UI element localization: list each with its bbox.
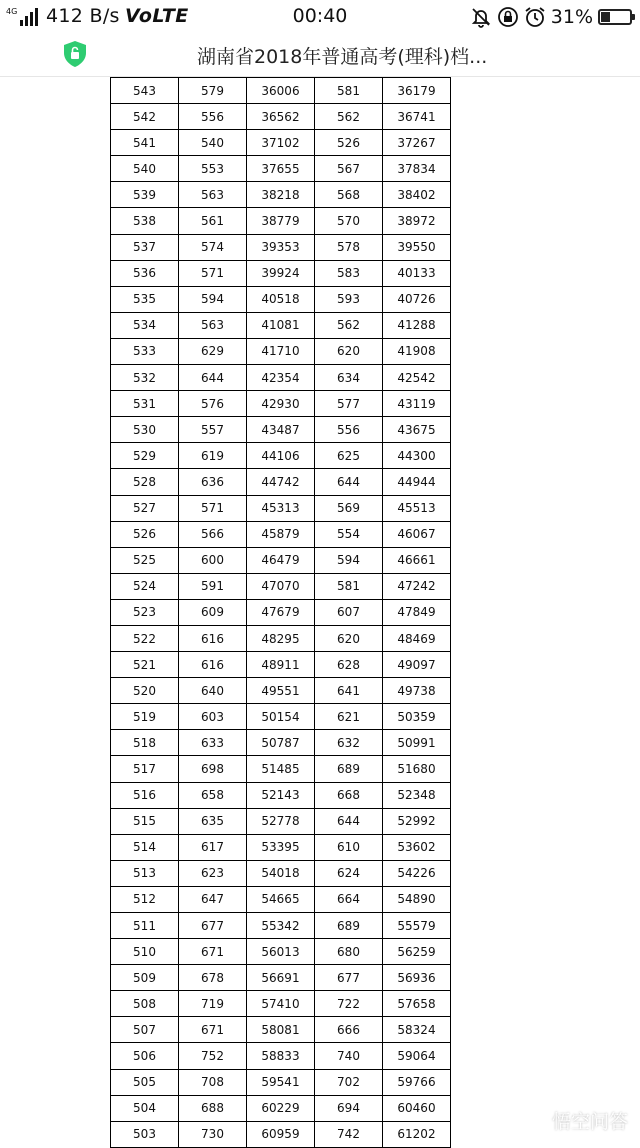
network-speed: 412 B/s bbox=[46, 5, 120, 27]
table-row bbox=[111, 78, 451, 104]
table-row bbox=[111, 913, 451, 939]
table-row bbox=[111, 1095, 451, 1121]
table-cell: 58081 bbox=[247, 1017, 315, 1043]
table-cell: 607 bbox=[315, 599, 383, 625]
table-cell: 658 bbox=[179, 782, 247, 808]
table-row bbox=[111, 182, 451, 208]
table-cell: 54226 bbox=[383, 860, 451, 886]
score-table-container bbox=[110, 77, 451, 1148]
table-cell: 540 bbox=[179, 130, 247, 156]
table-cell: 664 bbox=[315, 886, 383, 912]
table-cell: 58324 bbox=[383, 1017, 451, 1043]
table-cell: 45879 bbox=[247, 521, 315, 547]
table-cell: 523 bbox=[111, 599, 179, 625]
battery-percent: 31% bbox=[550, 6, 593, 28]
table-cell: 603 bbox=[179, 704, 247, 730]
table-cell: 698 bbox=[179, 756, 247, 782]
table-cell: 677 bbox=[315, 965, 383, 991]
table-row bbox=[111, 704, 451, 730]
table-row bbox=[111, 652, 451, 678]
clock: 00:40 bbox=[292, 5, 348, 27]
table-cell: 543 bbox=[111, 78, 179, 104]
table-cell: 510 bbox=[111, 939, 179, 965]
table-row bbox=[111, 312, 451, 338]
table-cell: 49551 bbox=[247, 678, 315, 704]
table-cell: 689 bbox=[315, 756, 383, 782]
table-cell: 54665 bbox=[247, 886, 315, 912]
watermark bbox=[518, 1106, 628, 1134]
table-cell: 527 bbox=[111, 495, 179, 521]
table-cell: 536 bbox=[111, 260, 179, 286]
table-cell: 581 bbox=[315, 573, 383, 599]
table-row bbox=[111, 886, 451, 912]
table-cell: 44300 bbox=[383, 443, 451, 469]
table-cell: 616 bbox=[179, 652, 247, 678]
table-cell: 59766 bbox=[383, 1069, 451, 1095]
table-cell: 517 bbox=[111, 756, 179, 782]
table-cell: 44742 bbox=[247, 469, 315, 495]
table-row bbox=[111, 208, 451, 234]
score-table bbox=[110, 77, 451, 1148]
table-cell: 48295 bbox=[247, 625, 315, 651]
table-cell: 524 bbox=[111, 573, 179, 599]
table-cell: 512 bbox=[111, 886, 179, 912]
table-cell: 40726 bbox=[383, 286, 451, 312]
table-cell: 563 bbox=[179, 182, 247, 208]
table-cell: 629 bbox=[179, 338, 247, 364]
table-row bbox=[111, 625, 451, 651]
table-row bbox=[111, 730, 451, 756]
table-row bbox=[111, 1043, 451, 1069]
table-cell: 505 bbox=[111, 1069, 179, 1095]
table-cell: 48469 bbox=[383, 625, 451, 651]
table-row bbox=[111, 443, 451, 469]
table-cell: 57410 bbox=[247, 991, 315, 1017]
table-cell: 38972 bbox=[383, 208, 451, 234]
network-type: 4G bbox=[6, 7, 18, 16]
table-cell: 668 bbox=[315, 782, 383, 808]
table-cell: 42542 bbox=[383, 365, 451, 391]
watermark-text: 悟空问答 bbox=[551, 1110, 628, 1133]
table-cell: 556 bbox=[315, 417, 383, 443]
table-cell: 49738 bbox=[383, 678, 451, 704]
table-cell: 45313 bbox=[247, 495, 315, 521]
table-cell: 40518 bbox=[247, 286, 315, 312]
table-cell: 60959 bbox=[247, 1121, 315, 1147]
table-cell: 569 bbox=[315, 495, 383, 521]
table-cell: 591 bbox=[179, 573, 247, 599]
table-row bbox=[111, 860, 451, 886]
table-cell: 503 bbox=[111, 1121, 179, 1147]
table-cell: 522 bbox=[111, 625, 179, 651]
table-row bbox=[111, 391, 451, 417]
table-cell: 619 bbox=[179, 443, 247, 469]
table-cell: 44944 bbox=[383, 469, 451, 495]
table-cell: 616 bbox=[179, 625, 247, 651]
table-cell: 541 bbox=[111, 130, 179, 156]
table-cell: 39550 bbox=[383, 234, 451, 260]
table-cell: 644 bbox=[315, 469, 383, 495]
table-cell: 52992 bbox=[383, 808, 451, 834]
table-row bbox=[111, 1017, 451, 1043]
table-cell: 677 bbox=[179, 913, 247, 939]
lock-rotation-icon bbox=[497, 6, 519, 28]
table-cell: 59064 bbox=[383, 1043, 451, 1069]
table-cell: 519 bbox=[111, 704, 179, 730]
table-cell: 568 bbox=[315, 182, 383, 208]
table-cell: 46479 bbox=[247, 547, 315, 573]
table-cell: 44106 bbox=[247, 443, 315, 469]
table-row bbox=[111, 495, 451, 521]
table-row bbox=[111, 1069, 451, 1095]
table-cell: 563 bbox=[179, 312, 247, 338]
table-cell: 41288 bbox=[383, 312, 451, 338]
table-cell: 571 bbox=[179, 495, 247, 521]
table-cell: 515 bbox=[111, 808, 179, 834]
table-cell: 570 bbox=[315, 208, 383, 234]
table-cell: 593 bbox=[315, 286, 383, 312]
table-cell: 39353 bbox=[247, 234, 315, 260]
table-cell: 617 bbox=[179, 834, 247, 860]
table-cell: 50359 bbox=[383, 704, 451, 730]
table-row bbox=[111, 104, 451, 130]
table-cell: 46067 bbox=[383, 521, 451, 547]
battery-icon bbox=[598, 9, 632, 25]
table-cell: 53395 bbox=[247, 834, 315, 860]
table-cell: 624 bbox=[315, 860, 383, 886]
table-cell: 50154 bbox=[247, 704, 315, 730]
table-row bbox=[111, 338, 451, 364]
table-cell: 39924 bbox=[247, 260, 315, 286]
table-cell: 55579 bbox=[383, 913, 451, 939]
status-bar bbox=[0, 0, 640, 36]
table-cell: 556 bbox=[179, 104, 247, 130]
table-cell: 37655 bbox=[247, 156, 315, 182]
table-cell: 36006 bbox=[247, 78, 315, 104]
table-cell: 43119 bbox=[383, 391, 451, 417]
table-cell: 609 bbox=[179, 599, 247, 625]
table-row bbox=[111, 469, 451, 495]
table-cell: 50787 bbox=[247, 730, 315, 756]
table-row bbox=[111, 991, 451, 1017]
table-cell: 521 bbox=[111, 652, 179, 678]
table-cell: 529 bbox=[111, 443, 179, 469]
table-cell: 42930 bbox=[247, 391, 315, 417]
table-cell: 577 bbox=[315, 391, 383, 417]
table-cell: 37267 bbox=[383, 130, 451, 156]
table-row bbox=[111, 965, 451, 991]
table-cell: 51680 bbox=[383, 756, 451, 782]
table-cell: 46661 bbox=[383, 547, 451, 573]
table-cell: 526 bbox=[315, 130, 383, 156]
table-cell: 542 bbox=[111, 104, 179, 130]
table-cell: 54018 bbox=[247, 860, 315, 886]
table-cell: 60229 bbox=[247, 1095, 315, 1121]
table-cell: 722 bbox=[315, 991, 383, 1017]
table-cell: 689 bbox=[315, 913, 383, 939]
table-cell: 644 bbox=[179, 365, 247, 391]
table-cell: 509 bbox=[111, 965, 179, 991]
table-cell: 566 bbox=[179, 521, 247, 547]
shield-icon bbox=[63, 40, 87, 68]
table-cell: 53602 bbox=[383, 834, 451, 860]
table-cell: 41081 bbox=[247, 312, 315, 338]
table-cell: 694 bbox=[315, 1095, 383, 1121]
table-row bbox=[111, 130, 451, 156]
table-cell: 540 bbox=[111, 156, 179, 182]
table-cell: 644 bbox=[315, 808, 383, 834]
table-row bbox=[111, 547, 451, 573]
table-row bbox=[111, 782, 451, 808]
table-cell: 518 bbox=[111, 730, 179, 756]
table-cell: 557 bbox=[179, 417, 247, 443]
table-cell: 594 bbox=[315, 547, 383, 573]
table-cell: 561 bbox=[179, 208, 247, 234]
table-cell: 54890 bbox=[383, 886, 451, 912]
table-cell: 640 bbox=[179, 678, 247, 704]
table-cell: 511 bbox=[111, 913, 179, 939]
table-cell: 680 bbox=[315, 939, 383, 965]
table-cell: 43675 bbox=[383, 417, 451, 443]
table-cell: 539 bbox=[111, 182, 179, 208]
table-row bbox=[111, 599, 451, 625]
table-cell: 55342 bbox=[247, 913, 315, 939]
table-cell: 671 bbox=[179, 1017, 247, 1043]
table-cell: 620 bbox=[315, 338, 383, 364]
table-cell: 740 bbox=[315, 1043, 383, 1069]
table-cell: 47849 bbox=[383, 599, 451, 625]
table-row bbox=[111, 939, 451, 965]
table-cell: 532 bbox=[111, 365, 179, 391]
table-cell: 528 bbox=[111, 469, 179, 495]
table-cell: 514 bbox=[111, 834, 179, 860]
table-cell: 600 bbox=[179, 547, 247, 573]
bell-off-icon bbox=[470, 6, 492, 28]
table-cell: 671 bbox=[179, 939, 247, 965]
table-cell: 579 bbox=[179, 78, 247, 104]
table-cell: 50991 bbox=[383, 730, 451, 756]
table-cell: 41908 bbox=[383, 338, 451, 364]
table-cell: 610 bbox=[315, 834, 383, 860]
table-cell: 38218 bbox=[247, 182, 315, 208]
table-cell: 61202 bbox=[383, 1121, 451, 1147]
table-cell: 37102 bbox=[247, 130, 315, 156]
table-row bbox=[111, 573, 451, 599]
table-cell: 507 bbox=[111, 1017, 179, 1043]
table-cell: 633 bbox=[179, 730, 247, 756]
table-cell: 56936 bbox=[383, 965, 451, 991]
table-cell: 535 bbox=[111, 286, 179, 312]
table-row bbox=[111, 678, 451, 704]
table-row bbox=[111, 417, 451, 443]
table-cell: 578 bbox=[315, 234, 383, 260]
table-cell: 708 bbox=[179, 1069, 247, 1095]
table-row bbox=[111, 260, 451, 286]
table-cell: 533 bbox=[111, 338, 179, 364]
table-cell: 513 bbox=[111, 860, 179, 886]
table-row bbox=[111, 234, 451, 260]
table-cell: 38779 bbox=[247, 208, 315, 234]
table-row bbox=[111, 365, 451, 391]
table-cell: 574 bbox=[179, 234, 247, 260]
table-cell: 36179 bbox=[383, 78, 451, 104]
table-cell: 504 bbox=[111, 1095, 179, 1121]
title-bar bbox=[0, 36, 640, 77]
table-cell: 57658 bbox=[383, 991, 451, 1017]
table-cell: 516 bbox=[111, 782, 179, 808]
table-cell: 752 bbox=[179, 1043, 247, 1069]
table-cell: 688 bbox=[179, 1095, 247, 1121]
table-cell: 730 bbox=[179, 1121, 247, 1147]
alarm-icon bbox=[524, 6, 546, 28]
table-cell: 520 bbox=[111, 678, 179, 704]
table-cell: 58833 bbox=[247, 1043, 315, 1069]
table-cell: 47679 bbox=[247, 599, 315, 625]
table-cell: 702 bbox=[315, 1069, 383, 1095]
table-cell: 508 bbox=[111, 991, 179, 1017]
table-row bbox=[111, 1121, 451, 1147]
table-cell: 52778 bbox=[247, 808, 315, 834]
table-cell: 56013 bbox=[247, 939, 315, 965]
table-cell: 742 bbox=[315, 1121, 383, 1147]
table-cell: 530 bbox=[111, 417, 179, 443]
table-cell: 554 bbox=[315, 521, 383, 547]
table-cell: 52348 bbox=[383, 782, 451, 808]
table-cell: 562 bbox=[315, 312, 383, 338]
table-cell: 48911 bbox=[247, 652, 315, 678]
table-row bbox=[111, 521, 451, 547]
table-cell: 42354 bbox=[247, 365, 315, 391]
table-row bbox=[111, 808, 451, 834]
table-cell: 59541 bbox=[247, 1069, 315, 1095]
table-cell: 538 bbox=[111, 208, 179, 234]
wukong-logo-icon bbox=[518, 1106, 546, 1134]
table-cell: 531 bbox=[111, 391, 179, 417]
table-cell: 45513 bbox=[383, 495, 451, 521]
status-icons bbox=[470, 4, 632, 30]
table-row bbox=[111, 756, 451, 782]
table-cell: 60460 bbox=[383, 1095, 451, 1121]
table-cell: 678 bbox=[179, 965, 247, 991]
volte-indicator: VoLTE bbox=[125, 5, 189, 27]
table-cell: 36562 bbox=[247, 104, 315, 130]
table-cell: 635 bbox=[179, 808, 247, 834]
table-cell: 56691 bbox=[247, 965, 315, 991]
table-cell: 620 bbox=[315, 625, 383, 651]
table-cell: 583 bbox=[315, 260, 383, 286]
table-cell: 38402 bbox=[383, 182, 451, 208]
table-cell: 641 bbox=[315, 678, 383, 704]
table-cell: 41710 bbox=[247, 338, 315, 364]
table-cell: 43487 bbox=[247, 417, 315, 443]
table-cell: 537 bbox=[111, 234, 179, 260]
table-cell: 567 bbox=[315, 156, 383, 182]
table-cell: 623 bbox=[179, 860, 247, 886]
table-cell: 576 bbox=[179, 391, 247, 417]
table-cell: 571 bbox=[179, 260, 247, 286]
table-cell: 621 bbox=[315, 704, 383, 730]
table-cell: 634 bbox=[315, 365, 383, 391]
table-cell: 666 bbox=[315, 1017, 383, 1043]
table-cell: 49097 bbox=[383, 652, 451, 678]
table-cell: 52143 bbox=[247, 782, 315, 808]
table-cell: 553 bbox=[179, 156, 247, 182]
page-title: 湖南省2018年普通高考(理科)档... bbox=[197, 46, 488, 68]
table-cell: 47070 bbox=[247, 573, 315, 599]
table-row bbox=[111, 156, 451, 182]
table-cell: 594 bbox=[179, 286, 247, 312]
table-cell: 36741 bbox=[383, 104, 451, 130]
table-cell: 628 bbox=[315, 652, 383, 678]
table-cell: 51485 bbox=[247, 756, 315, 782]
table-cell: 647 bbox=[179, 886, 247, 912]
table-row bbox=[111, 834, 451, 860]
table-cell: 625 bbox=[315, 443, 383, 469]
table-row bbox=[111, 286, 451, 312]
table-cell: 632 bbox=[315, 730, 383, 756]
table-cell: 506 bbox=[111, 1043, 179, 1069]
table-cell: 534 bbox=[111, 312, 179, 338]
table-cell: 40133 bbox=[383, 260, 451, 286]
table-cell: 562 bbox=[315, 104, 383, 130]
table-cell: 636 bbox=[179, 469, 247, 495]
table-cell: 525 bbox=[111, 547, 179, 573]
table-cell: 719 bbox=[179, 991, 247, 1017]
table-cell: 56259 bbox=[383, 939, 451, 965]
table-cell: 526 bbox=[111, 521, 179, 547]
table-cell: 581 bbox=[315, 78, 383, 104]
table-cell: 47242 bbox=[383, 573, 451, 599]
table-cell: 37834 bbox=[383, 156, 451, 182]
